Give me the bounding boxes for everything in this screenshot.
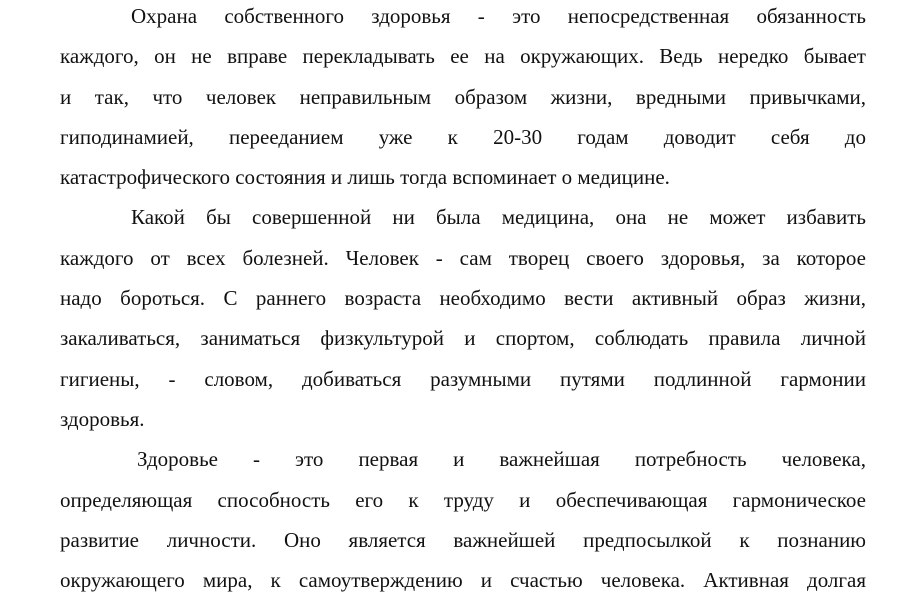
paragraph-1 <box>60 0 866 201</box>
paragraph-line: и так, что человек неправильным образом жизни, вредными привычками, <box>60 84 866 109</box>
paragraph-line: каждого, он не вправе перекладывать ее на окружающих. Ведь нередко бывает <box>60 44 866 69</box>
paragraph-line: Здоровье - это первая и важнейшая потребность человека, <box>137 447 866 472</box>
document-page <box>60 0 866 604</box>
paragraph-line: надо бороться. С раннего возраста необходимо вести активный образ жизни, <box>60 286 866 311</box>
paragraph-2 <box>60 201 866 443</box>
paragraph-line: каждого от всех болезней. Человек - сам творец своего здоровья, за которое <box>60 245 866 270</box>
paragraph-line: здоровья. <box>60 406 145 431</box>
paragraph-line: гиподинамией, перееданием уже к 20-30 годам доводит себя до <box>60 124 866 149</box>
paragraph-line: закаливаться, заниматься физкультурой и спортом, соблюдать правила личной <box>60 326 866 351</box>
paragraph-line: Охрана собственного здоровья - это непосредственная обязанность <box>131 4 866 28</box>
paragraph-3 <box>60 443 866 604</box>
paragraph-line: определяющая способность его к труду и обеспечивающая гармоническое <box>60 487 866 512</box>
paragraph-line: окружающего мира, к самоутверждению и счастью человека. Активная долгая <box>60 568 866 593</box>
paragraph-line: гигиены, - словом, добиваться разумными путями подлинной гармонии <box>60 366 866 391</box>
paragraph-line: развитие личности. Оно является важнейшей предпосылкой к познанию <box>60 527 866 552</box>
paragraph-line: катастрофического состояния и лишь тогда вспоминает о медицине. <box>60 165 670 190</box>
paragraph-line: Какой бы совершенной ни была медицина, она не может избавить <box>131 205 866 230</box>
